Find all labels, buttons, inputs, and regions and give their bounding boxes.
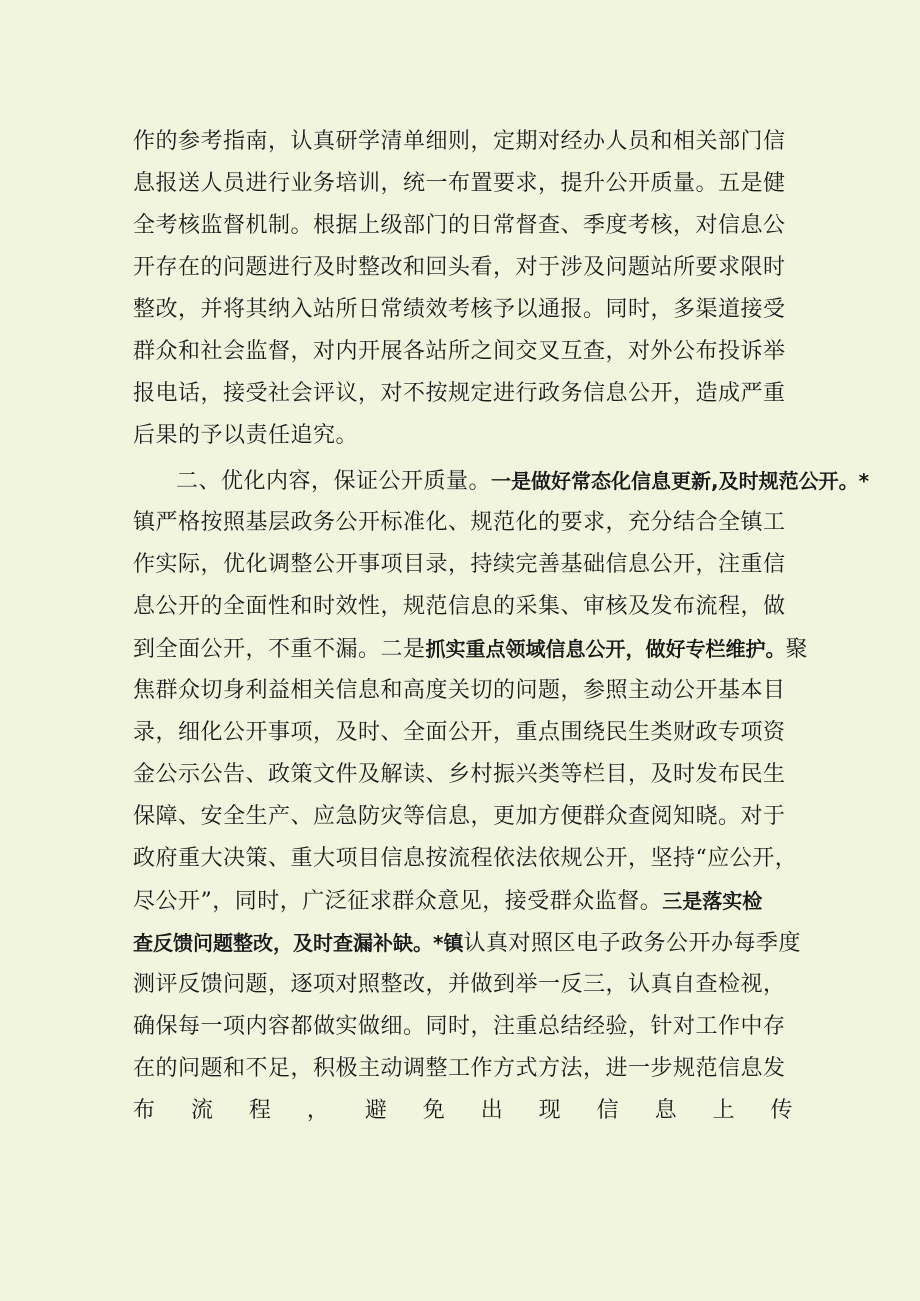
justified-last-line xyxy=(133,1091,793,1131)
spread-char: 信 xyxy=(596,1098,620,1123)
paragraph-line: 息公开的全面性和时效性，规范信息的采集、审核及发布流程，做 xyxy=(133,594,786,619)
text-run: 聚 xyxy=(785,637,809,662)
paragraph-line: 全考核监督机制。根据上级部门的日常督查、季度考核，对信息公 xyxy=(133,213,786,238)
paragraph-line: 整改，并将其纳入站所日常绩效考核予以通报。同时，多渠道接受 xyxy=(133,297,786,322)
spread-char: 现 xyxy=(538,1098,562,1123)
paragraph-line xyxy=(133,923,801,963)
bold-subheading: 一是做好常态化信息更新,及时规范公开。* xyxy=(491,469,870,493)
bold-subheading: 查反馈问题整改，及时查漏补缺。*镇 xyxy=(133,931,464,955)
text-run: 到全面公开，不重不漏。二是 xyxy=(133,637,426,662)
paragraph-line: 作的参考指南，认真研学清单细则，定期对经办人员和相关部门信 xyxy=(133,129,786,154)
spread-char: 上 xyxy=(712,1098,736,1123)
spread-char: ， xyxy=(306,1098,330,1123)
paragraph-line: 录，细化公开事项，及时、全面公开，重点围绕民生类财政专项资 xyxy=(133,720,786,745)
spread-char: 传 xyxy=(770,1098,793,1123)
paragraph-line: 焦群众切身利益相关信息和高度关切的问题，参照主动公开基本目 xyxy=(133,678,786,703)
spread-char: 免 xyxy=(422,1098,446,1123)
paragraph-line: 作实际，优化调整公开事项目录，持续完善基础信息公开，注重信 xyxy=(133,552,786,577)
bold-subheading: 三是落实检 xyxy=(662,889,763,913)
paragraph-line: 政府重大决策、重大项目信息按流程依法依规公开，坚持“应公开， xyxy=(133,846,798,871)
paragraph-line: 镇严格按照基层政务公开标准化、规范化的要求，充分结合全镇工 xyxy=(133,510,786,535)
section-heading: 二、优化内容，保证公开质量。 xyxy=(176,469,492,494)
paragraph-line: 金公示公告、政策文件及解读、乡村振兴类等栏目，及时发布民生 xyxy=(133,762,786,787)
paragraph-line xyxy=(133,881,793,921)
spread-char: 出 xyxy=(480,1098,504,1123)
bold-subheading: 抓实重点领域信息公开，做好专栏维护。 xyxy=(425,637,786,661)
paragraph-line: 息报送人员进行业务培训，统一布置要求，提升公开质量。五是健 xyxy=(133,171,786,196)
text-run: 尽公开”，同时，广泛征求群众意见，接受群众监督。 xyxy=(133,889,663,914)
paragraph-line xyxy=(133,629,809,669)
paragraph-line xyxy=(176,461,870,501)
spread-char: 避 xyxy=(364,1098,388,1123)
paragraph-line: 测评反馈问题，逐项对照整改，并做到举一反三，认真自查检视， xyxy=(133,972,786,997)
paragraph-line: 报电话，接受社会评议，对不按规定进行政务信息公开，造成严重 xyxy=(133,381,786,406)
spread-char: 息 xyxy=(654,1098,678,1123)
paragraph-line: 群众和社会监督，对内开展各站所之间交叉互查，对外公布投诉举 xyxy=(133,339,786,364)
paragraph-line: 开存在的问题进行及时整改和回头看，对于涉及问题站所要求限时 xyxy=(133,255,786,280)
paragraph-line: 后果的予以责任追究。 xyxy=(133,423,359,448)
text-run: 认真对照区电子政务公开办每季度 xyxy=(463,931,801,956)
paragraph-line: 确保每一项内容都做实做细。同时，注重总结经验，针对工作中存 xyxy=(133,1014,786,1039)
spread-char: 程 xyxy=(248,1098,272,1123)
spread-char: 流 xyxy=(190,1098,214,1123)
paragraph-line: 在的问题和不足，积极主动调整工作方式方法，进一步规范信息发 xyxy=(133,1056,786,1081)
paragraph-line: 保障、安全生产、应急防灾等信息，更加方便群众查阅知晓。对于 xyxy=(133,804,786,829)
spread-char: 布 xyxy=(133,1098,156,1123)
